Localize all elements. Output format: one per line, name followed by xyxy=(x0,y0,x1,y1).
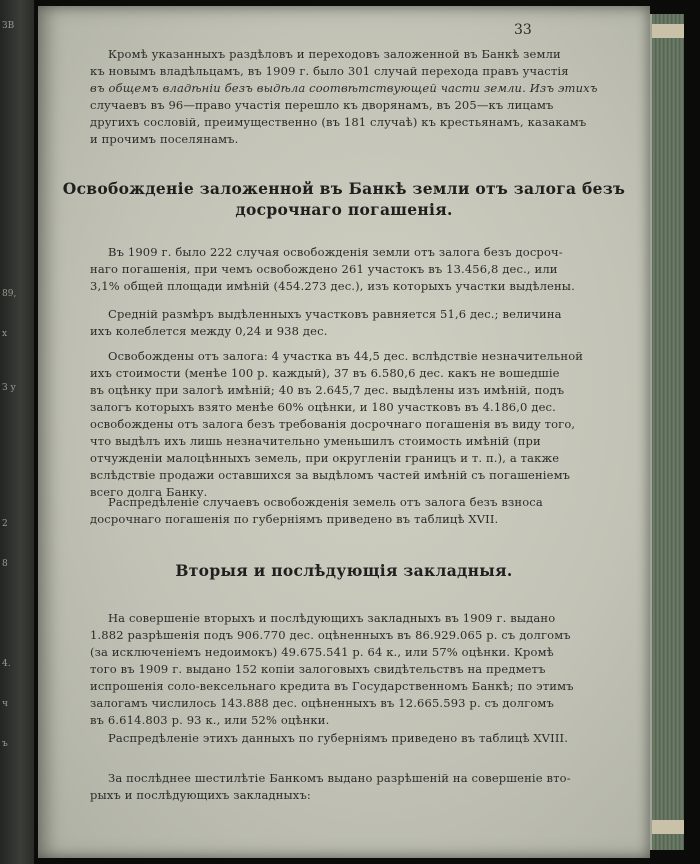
heading-line: досрочнаго погашенія. xyxy=(235,200,453,219)
facing-page-fragment: 4. xyxy=(2,659,11,669)
facing-page-edge xyxy=(0,0,34,864)
text-line: Кромѣ указанныхъ раздѣловъ и переходовъ заложенной въ Банкѣ земли xyxy=(108,47,561,61)
paragraph-release-1909 xyxy=(90,244,600,295)
facing-page-fragment: 8 xyxy=(2,559,8,569)
text-line: вслѣдствіе продажи оставшихся за выдѣломъ частей имѣній съ погашеніемъ xyxy=(90,468,571,482)
paragraph-table-xvii xyxy=(90,494,600,528)
text-line: всего долга Банку. xyxy=(90,485,208,499)
facing-page-fragment: х xyxy=(2,329,8,339)
text-line: На совершеніе вторыхъ и послѣдующихъ закладныхъ въ 1909 г. выдано xyxy=(108,611,556,625)
text-line: въ общемъ владѣніи безъ выдѣла соотвѣтствующей части земли. Изъ этихъ xyxy=(90,81,598,95)
text-line: (за исключеніемъ недоимокъ) 49.675.541 р. 64 к., или 57% оцѣнки. Кромѣ xyxy=(90,645,554,659)
text-line: другихъ сословій, преимущественно (въ 181 случаѣ) къ крестьянамъ, казакамъ xyxy=(90,115,587,129)
text-line: освобождены отъ залога безъ требованія досрочнаго погашенія въ виду того, xyxy=(90,417,576,431)
facing-page-fragment: З у xyxy=(2,383,16,393)
book-page xyxy=(38,6,650,858)
paragraph-table-xviii xyxy=(90,730,600,747)
text-line: и прочимъ поселянамъ. xyxy=(90,132,239,146)
text-line: Распредѣленіе этихъ данныхъ по губерніямъ приведено въ таблицѣ XVIII. xyxy=(108,731,569,745)
facing-page-fragment: ЗВ xyxy=(2,21,15,31)
heading-line: Освобожденіе заложенной въ Банкѣ земли отъ залога безъ xyxy=(62,179,626,198)
text-line: наго погашенія, при чемъ освобождено 261 участокъ въ 13.456,8 дес., или xyxy=(90,262,558,276)
text-line: ихъ колеблется между 0,24 и 938 дес. xyxy=(90,324,328,338)
facing-page-fragment: 89, xyxy=(2,289,17,299)
text-line: отчужденіи малоцѣнныхъ земель, при округленіи границъ и т. п.), а также xyxy=(90,451,560,465)
text-line: случаевъ въ 96—право участія перешло къ дворянамъ, въ 205—къ лицамъ xyxy=(90,98,554,112)
text-line: За послѣднее шестилѣтіе Банкомъ выдано разрѣшеній на совершеніе вто- xyxy=(108,771,571,785)
paragraph-six-year-summary xyxy=(90,770,600,804)
paragraph-released-plots xyxy=(90,348,600,501)
facing-page-fragment: ъ xyxy=(2,739,8,749)
text-line: Въ 1909 г. было 222 случая освобожденія земли отъ залога безъ досроч- xyxy=(108,245,563,259)
text-line: ихъ стоимости (менѣе 100 р. каждый), 37 въ 6.580,6 дес. какъ не вошедшіе xyxy=(90,366,560,380)
text-line: Средній размѣръ выдѣленныхъ участковъ равняется 51,6 дес.; величина xyxy=(108,307,562,321)
page-number: 33 xyxy=(514,22,532,38)
text-line: Освобождены отъ залога: 4 участка въ 44,5 дес. вслѣдствіе незначительной xyxy=(108,349,584,363)
paragraph-average-size xyxy=(90,306,600,340)
text-line: испрошенія соло-вексельнаго кредита въ Государственномъ Банкѣ; по этимъ xyxy=(90,679,574,693)
text-line: Распредѣленіе случаевъ освобожденія земель отъ залога безъ взноса xyxy=(108,495,543,509)
text-line: рыхъ и послѣдующихъ закладныхъ: xyxy=(90,788,311,802)
facing-page-fragment: 2 xyxy=(2,519,8,529)
text-line: въ 6.614.803 р. 93 к., или 52% оцѣнки. xyxy=(90,713,330,727)
spine-band xyxy=(652,820,684,834)
text-line: 3,1% общей площади имѣній (454.273 дес.), изъ которыхъ участки выдѣлены. xyxy=(90,279,575,293)
text-line: залогъ которыхъ взято менѣе 60% оцѣнки, и 180 участковъ въ 4.186,0 дес. xyxy=(90,400,556,414)
text-line: къ новымъ владѣльцамъ, въ 1909 г. было 301 случай перехода правъ участія xyxy=(90,64,569,78)
text-line: что выдѣлъ ихъ лишь незначительно уменьшилъ стоимость имѣній (при xyxy=(90,434,541,448)
text-line: въ оцѣнку при залогѣ имѣній; 40 въ 2.645,7 дес. выдѣлены изъ имѣній, подъ xyxy=(90,383,565,397)
spine-band xyxy=(652,24,684,38)
text-line: того въ 1909 г. выдано 152 копіи залоговыхъ свидѣтельствъ на предметъ xyxy=(90,662,546,676)
heading-line: Вторыя и послѣдующія закладныя. xyxy=(175,561,513,580)
text-line: 1.882 разрѣшенія подъ 906.770 дес. оцѣненныхъ въ 86.929.065 р. съ долгомъ xyxy=(90,628,571,642)
facing-page-fragment: ч xyxy=(2,699,8,709)
text-line: досрочнаго погашенія по губерніямъ приведено въ таблицѣ XVII. xyxy=(90,512,499,526)
paragraph-second-mortgages-1909 xyxy=(90,610,600,729)
text-line: залогамъ числилось 143.888 дес. оцѣненныхъ въ 12.665.593 р. съ долгомъ xyxy=(90,696,554,710)
paragraph-transfers xyxy=(90,46,600,148)
book-spine-edge xyxy=(650,14,684,850)
section-heading-release xyxy=(58,178,630,220)
section-heading-second-mortgages xyxy=(58,560,630,581)
